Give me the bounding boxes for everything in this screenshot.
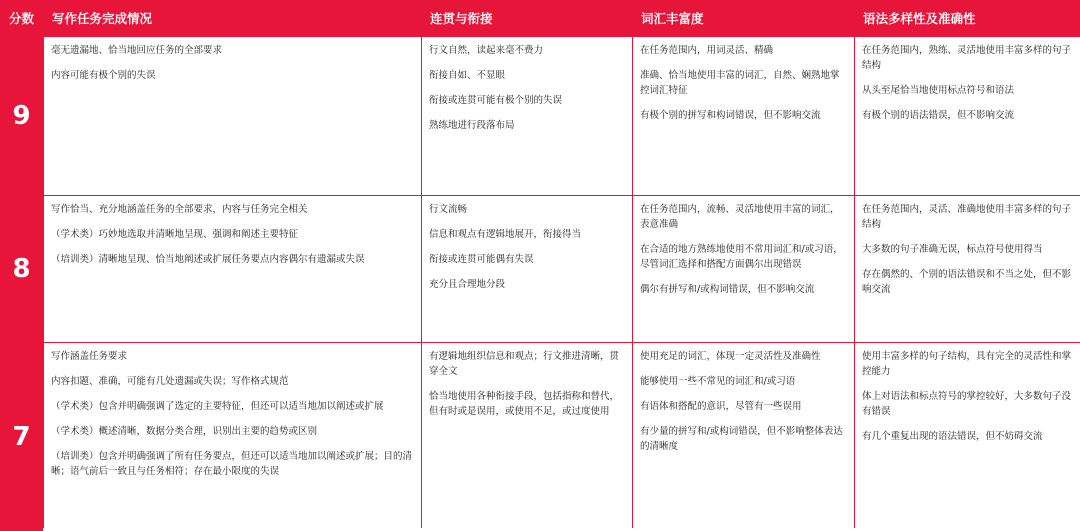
row9-lexical-line: 准确、恰当地使用丰富的词汇，自然、娴熟地掌控词汇特征 <box>640 70 840 96</box>
row9-grammar-line: 有极个别的语法错误，但不影响交流 <box>862 110 1015 121</box>
row8-coherence-line: 行文流畅 <box>429 204 468 215</box>
row9-task-line: 毫无遗漏地、恰当地回应任务的全部要求 <box>51 45 223 56</box>
row8-lexical-line: 在合适的地方熟练地使用不常用词汇和/或习语，尽管词汇选择和搭配方面偶尔出现错误 <box>640 244 843 270</box>
row9-coherence-line: 衔接自如、不显眼 <box>429 70 506 81</box>
row8-coherence-cell <box>422 196 632 342</box>
row8-task-cell <box>44 196 421 342</box>
row9-lexical-line: 有极个别的拼写和构词错误，但不影响交流 <box>640 110 821 121</box>
row7-task-line: （学术类）包含并明确强调了选定的主要特征，但还可以适当地加以阐述或扩展 <box>51 401 384 412</box>
row7-lexical-line: 使用充足的词汇，体现一定灵活性及准确性 <box>640 351 821 362</box>
row7-task-line: 内容扣题、准确，可能有几处遗漏或失误；写作格式规范 <box>51 376 289 387</box>
row7-grammar-line: 有几个重复出现的语法错误，但不妨碍交流 <box>862 431 1043 442</box>
header-coherence: 连贯与衔接 <box>422 0 632 36</box>
score-7: 7 <box>0 343 43 531</box>
row8-grammar-line: 在任务范围内，灵活、准确地使用丰富多样的句子结构 <box>862 204 1072 230</box>
row7-task-line: 写作涵盖任务要求 <box>51 351 128 362</box>
header-task-achievement: 写作任务完成情况 <box>44 0 421 36</box>
row9-grammar-line: 在任务范围内，熟练、灵活地使用丰富多样的句子结构 <box>862 45 1072 71</box>
row9-lexical-cell <box>633 37 854 195</box>
header-lexical: 词汇丰富度 <box>633 0 854 36</box>
row7-lexical-line: 有少量的拼写和/或构词错误，但不影响整体表达的清晰度 <box>640 426 843 452</box>
row9-coherence-line: 熟练地进行段落布局 <box>429 120 515 131</box>
row7-coherence-line: 有逻辑地组织信息和观点；行文推进清晰，贯穿全文 <box>429 351 620 377</box>
row7-lexical-line: 能够使用一些不常见的词汇和/或习语 <box>640 376 796 387</box>
row8-grammar-cell <box>855 196 1080 342</box>
row9-task-cell <box>44 37 421 195</box>
row8-grammar-line: 存在偶然的、个别的语法错误和不当之处，但不影响交流 <box>862 269 1072 295</box>
row9-coherence-line: 行文自然，读起来毫不费力 <box>429 45 544 56</box>
row9-coherence-line: 衔接或连贯可能有极个别的失误 <box>429 95 563 106</box>
row8-task-line: （学术类）巧妙地选取并清晰地呈现、强调和阐述主要特征 <box>51 229 299 240</box>
header-grammar: 语法多样性及准确性 <box>855 0 1080 36</box>
row7-task-line: （培训类）包含并明确强调了所有任务要点，但还可以适当地加以阐述或扩展；目的清晰；语气前后一致且与任务相符；存在最小限度的失误 <box>51 451 413 477</box>
row9-coherence-cell <box>422 37 632 195</box>
row7-coherence-line: 恰当地使用各种衔接手段，包括指称和替代，但有时或是误用，或使用不足，或过度使用 <box>429 391 620 417</box>
row9-lexical-line: 在任务范围内，用词灵活、精确 <box>640 45 774 56</box>
row8-lexical-line: 偶尔有拼写和/或构词错误，但不影响交流 <box>640 284 815 295</box>
score-8: 8 <box>0 196 43 342</box>
row8-coherence-line: 衔接或连贯可能偶有失误 <box>429 254 534 265</box>
score-9: 9 <box>0 37 43 195</box>
row9-task-line: 内容可能有极个别的失误 <box>51 70 156 81</box>
row8-grammar-line: 大多数的句子准确无误，标点符号使用得当 <box>862 244 1043 255</box>
row8-coherence-line: 充分且合理地分段 <box>429 279 506 290</box>
row7-lexical-cell <box>633 343 854 531</box>
row7-lexical-line: 有语体和搭配的意识，尽管有一些误用 <box>640 401 802 412</box>
row7-grammar-line: 体上对语法和标点符号的掌控较好，大多数句子没有错误 <box>862 391 1072 417</box>
row9-grammar-cell <box>855 37 1080 195</box>
row7-grammar-cell <box>855 343 1080 531</box>
row8-coherence-line: 信息和观点有逻辑地展开，衔接得当 <box>429 229 582 240</box>
row8-lexical-cell <box>633 196 854 342</box>
row8-task-line: 写作恰当、充分地涵盖任务的全部要求，内容与任务完全相关 <box>51 204 308 215</box>
row7-task-cell <box>44 343 421 531</box>
row8-lexical-line: 在任务范围内，流畅、灵活地使用丰富的词汇，表意准确 <box>640 204 840 230</box>
row7-task-line: （学术类）概述清晰，数据分类合理，识别出主要的趋势或区别 <box>51 426 318 437</box>
row9-grammar-line: 从头至尾恰当地使用标点符号和语法 <box>862 85 1015 96</box>
row8-task-line: （培训类）清晰地呈现、恰当地阐述或扩展任务要点内容偶尔有遗漏或失误 <box>51 254 365 265</box>
row7-coherence-cell <box>422 343 632 531</box>
header-score: 分数 <box>0 0 43 36</box>
row7-grammar-line: 使用丰富多样的句子结构，具有完全的灵活性和掌控能力 <box>862 351 1072 377</box>
